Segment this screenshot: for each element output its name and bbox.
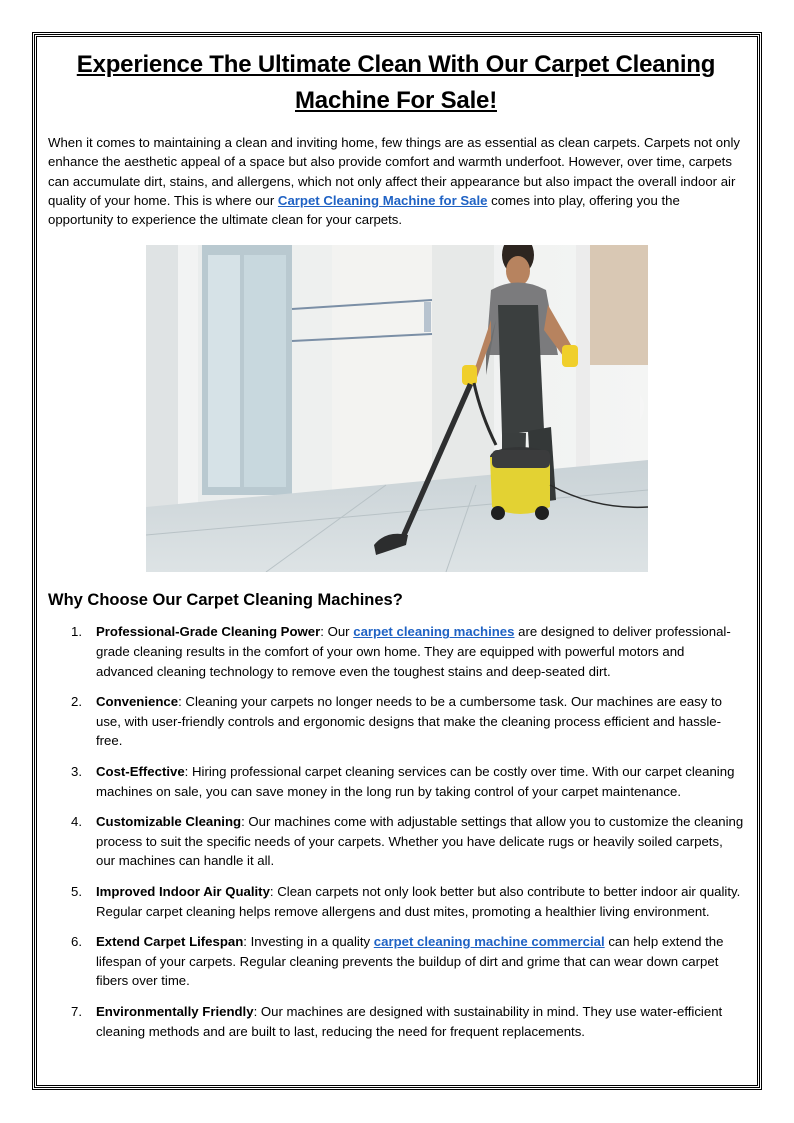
list-item-number: 7.	[71, 1003, 82, 1019]
list-item-text: can help extend the lifespan of your carpets. Regular cleaning prevents the buildup of dirt and grime that can wear down carpet fibers over time.	[96, 934, 724, 989]
benefits-list	[48, 622, 744, 1041]
list-item	[48, 882, 744, 921]
list-item-text: : Hiring professional carpet cleaning services can be costly over time. With our carpet cleaning machines on sale, you can save money in the long run by taking control of your carpet maintenance.	[96, 764, 735, 799]
list-item	[48, 762, 744, 801]
carpet-cleaning-photo	[146, 245, 648, 572]
list-item-text: : Clean carpets not only look better but also contribute to better indoor air quality. Regular carpet cleaning helps remove allergens and dust mites, promoting a healthier living environment.	[96, 884, 741, 919]
list-item-text: : Our machines are designed with sustainability in mind. They use water-efficient cleaning methods and are built to last, reducing the need for frequent replacements.	[96, 1003, 723, 1039]
list-item-term: Extend Carpet Lifespan	[96, 934, 244, 950]
list-item-text: : Our machines come with adjustable settings that allow you to customize the cleaning process to suit the specific needs of your carpets. Whether you have delicate rugs or heavily soiled carpets, our machines can handle it all.	[96, 814, 744, 869]
list-item-number: 5.	[71, 884, 82, 900]
list-item-text: : Cleaning your carpets no longer needs to be a cumbersome task. Our machines are easy to use, with user-friendly controls and ergonomic designs that make the cleaning process efficient and hassle-free.	[96, 694, 723, 749]
list-item-number: 1.	[71, 624, 82, 640]
intro-paragraph	[48, 133, 744, 229]
list-item-term: Improved Indoor Air Quality	[96, 884, 270, 900]
carpet-cleaning-machine-link[interactable]: Carpet Cleaning Machine for Sale	[277, 192, 488, 208]
intro-text-before: When it comes to maintaining a clean and inviting home, few things are as essential as clean carpets. Carpets not only enhance the aesthetic appeal of a space but also provide comfort and warmth underfoot. However, over time, carpets can accumulate dirt, stains, and allergens, which not only affect their appearance but also impact the overall indoor air quality of your home. This is where our	[48, 135, 740, 208]
list-item-number: 4.	[71, 814, 82, 830]
list-item-number: 3.	[71, 764, 82, 780]
list-item-text: : Investing in a quality	[243, 934, 374, 950]
list-item-term: Professional-Grade Cleaning Power	[96, 624, 321, 640]
list-item-number: 6.	[71, 934, 82, 950]
list-item-text: are designed to deliver professional-grade cleaning results in the comfort of your own home. They are equipped with powerful motors and advanced cleaning technology to remove even the toughest stains and deep-seated dirt.	[96, 624, 731, 679]
list-item-term: Customizable Cleaning	[96, 814, 242, 830]
document-body	[48, 47, 744, 1052]
list-item	[48, 622, 744, 681]
list-item-number: 2.	[71, 694, 82, 710]
list-item	[48, 1002, 744, 1041]
list-item-term: Convenience	[96, 694, 179, 710]
list-item-text: : Our	[320, 624, 354, 640]
list-item	[48, 812, 744, 871]
page-title: Experience The Ultimate Clean With Our Carpet Cleaning Machine For Sale!	[76, 51, 716, 114]
section-heading: Why Choose Our Carpet Cleaning Machines?	[48, 591, 403, 610]
list-item	[48, 932, 744, 991]
list-item-term: Cost-Effective	[96, 764, 185, 780]
intro-text-after: comes into play, offering you the opportunity to experience the ultimate clean for your carpets.	[48, 192, 680, 228]
carpet-cleaning-machine-commercial-link[interactable]: carpet cleaning machine commercial	[373, 934, 605, 950]
list-item	[48, 692, 744, 751]
carpet-cleaning-machines-link[interactable]: carpet cleaning machines	[353, 624, 515, 640]
list-item-term: Environmentally Friendly	[96, 1003, 254, 1019]
